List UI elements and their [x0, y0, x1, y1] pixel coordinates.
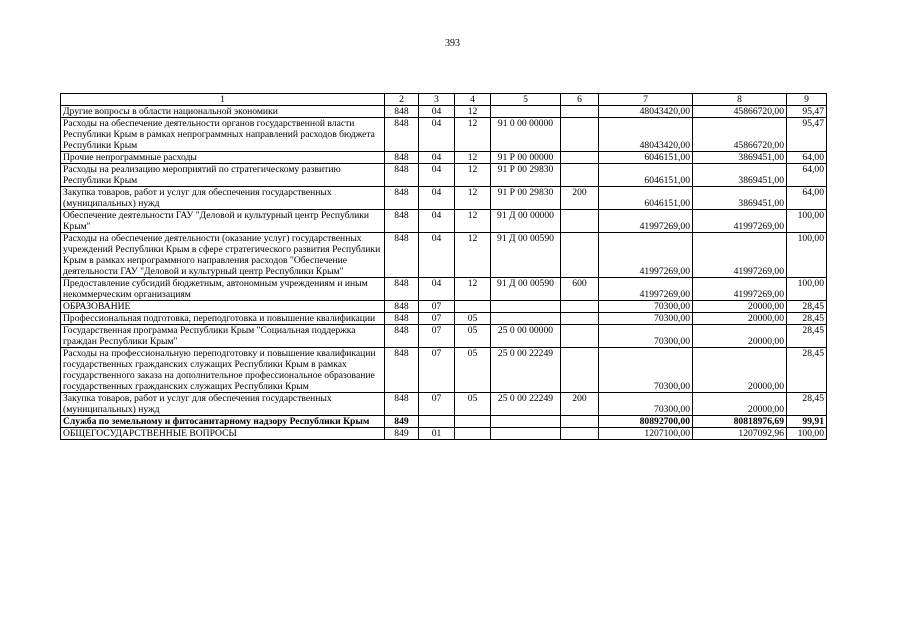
row-amount-planned: 70300,00: [599, 301, 693, 313]
row-code-3: 04: [419, 210, 455, 233]
row-code-2: 848: [385, 152, 419, 164]
row-amount-executed: 1207092,96: [693, 428, 787, 440]
row-name: Закупка товаров, работ и услуг для обеспечения государственных (муниципальных) нужд: [61, 187, 385, 210]
row-amount-planned: 80892700,00: [599, 416, 693, 428]
table-row: [61, 428, 827, 440]
row-code-3: 07: [419, 393, 455, 416]
row-percent: 64,00: [787, 164, 827, 187]
row-amount-executed: 3869451,00: [693, 164, 787, 187]
header-cell: 3: [419, 94, 455, 106]
budget-table: [60, 93, 827, 440]
row-code-6: [561, 152, 599, 164]
table-row: [61, 393, 827, 416]
row-code-5: 25 0 00 00000: [491, 325, 561, 348]
row-code-5: [491, 106, 561, 118]
row-amount-executed: 45866720,00: [693, 106, 787, 118]
row-code-4: 12: [455, 278, 491, 301]
row-code-2: 848: [385, 106, 419, 118]
row-name: Профессиональная подготовка, переподготовка и повышение квалификации: [61, 313, 385, 325]
table-row: [61, 187, 827, 210]
row-code-3: 07: [419, 325, 455, 348]
table-row: [61, 233, 827, 278]
row-code-6: 200: [561, 187, 599, 210]
row-code-6: 200: [561, 393, 599, 416]
row-amount-planned: 6046151,00: [599, 164, 693, 187]
row-percent: 64,00: [787, 187, 827, 210]
header-cell: 8: [693, 94, 787, 106]
page-number: 393: [445, 38, 460, 49]
row-code-6: 600: [561, 278, 599, 301]
row-code-3: 04: [419, 118, 455, 152]
row-code-3: 07: [419, 301, 455, 313]
row-code-4: 12: [455, 233, 491, 278]
header-cell: 1: [61, 94, 385, 106]
row-code-5: 91 Д 00 00590: [491, 278, 561, 301]
table-row: [61, 325, 827, 348]
table-row: [61, 278, 827, 301]
row-code-6: [561, 164, 599, 187]
row-code-2: 849: [385, 416, 419, 428]
row-amount-planned: 41997269,00: [599, 233, 693, 278]
row-code-5: 91 0 00 00000: [491, 118, 561, 152]
row-code-6: [561, 428, 599, 440]
table-row: [61, 118, 827, 152]
row-percent: 28,45: [787, 325, 827, 348]
row-percent: 28,45: [787, 348, 827, 393]
row-code-3: 01: [419, 428, 455, 440]
row-code-6: [561, 348, 599, 393]
row-amount-planned: 48043420,00: [599, 118, 693, 152]
row-code-6: [561, 210, 599, 233]
row-code-6: [561, 106, 599, 118]
row-amount-executed: 3869451,00: [693, 187, 787, 210]
row-code-2: 848: [385, 118, 419, 152]
row-amount-planned: 41997269,00: [599, 278, 693, 301]
row-amount-executed: 80818976,69: [693, 416, 787, 428]
header-row: [61, 94, 827, 106]
header-cell: 9: [787, 94, 827, 106]
row-code-5: 91 Р 00 29830: [491, 187, 561, 210]
row-code-2: 848: [385, 348, 419, 393]
row-percent: 28,45: [787, 301, 827, 313]
row-code-3: 04: [419, 187, 455, 210]
row-amount-executed: 45866720,00: [693, 118, 787, 152]
row-amount-planned: 1207100,00: [599, 428, 693, 440]
row-code-4: 05: [455, 325, 491, 348]
table-row: [61, 416, 827, 428]
row-code-3: 04: [419, 278, 455, 301]
row-code-5: 91 Р 00 00000: [491, 152, 561, 164]
row-code-5: [491, 301, 561, 313]
row-percent: 100,00: [787, 428, 827, 440]
row-code-4: [455, 428, 491, 440]
row-code-5: 91 Р 00 29830: [491, 164, 561, 187]
row-code-2: 848: [385, 325, 419, 348]
table-row: [61, 301, 827, 313]
row-code-2: 848: [385, 313, 419, 325]
row-percent: 28,45: [787, 393, 827, 416]
row-name: Государственная программа Республики Крым "Социальная поддержка граждан Республики Крым": [61, 325, 385, 348]
row-code-2: 848: [385, 278, 419, 301]
row-code-2: 848: [385, 233, 419, 278]
row-percent: 28,45: [787, 313, 827, 325]
row-amount-executed: 20000,00: [693, 393, 787, 416]
row-percent: 95,47: [787, 118, 827, 152]
row-name: ОБЩЕГОСУДАРСТВЕННЫЕ ВОПРОСЫ: [61, 428, 385, 440]
row-code-5: 91 Д 00 00590: [491, 233, 561, 278]
row-amount-planned: 6046151,00: [599, 152, 693, 164]
row-name: Закупка товаров, работ и услуг для обеспечения государственных (муниципальных) нужд: [61, 393, 385, 416]
row-amount-planned: 70300,00: [599, 348, 693, 393]
row-code-4: 12: [455, 152, 491, 164]
row-name: Другие вопросы в области национальной экономики: [61, 106, 385, 118]
row-amount-executed: 41997269,00: [693, 233, 787, 278]
row-name: Предоставление субсидий бюджетным, автономным учреждениям и иным некоммерческим организациям: [61, 278, 385, 301]
row-name: Расходы на профессиональную переподготовку и повышение квалификации государственных гражданских служащих Республики Крым в рамках государственного заказа на дополнительное профессиональное образование государственных гражданских служащих Республики Крым: [61, 348, 385, 393]
row-code-3: [419, 416, 455, 428]
row-code-4: [455, 301, 491, 313]
header-cell: 5: [491, 94, 561, 106]
row-code-2: 848: [385, 164, 419, 187]
row-amount-planned: 70300,00: [599, 393, 693, 416]
row-code-4: [455, 416, 491, 428]
row-name: Расходы на обеспечение деятельности органов государственной власти Республики Крым в рамках непрограммных направлений расходов бюджета Республики Крым: [61, 118, 385, 152]
row-code-2: 848: [385, 393, 419, 416]
header-cell: 7: [599, 94, 693, 106]
row-code-4: 05: [455, 313, 491, 325]
row-amount-planned: 70300,00: [599, 325, 693, 348]
row-code-4: 12: [455, 164, 491, 187]
row-amount-executed: 41997269,00: [693, 210, 787, 233]
row-code-2: 848: [385, 210, 419, 233]
row-code-4: 12: [455, 187, 491, 210]
row-code-6: [561, 416, 599, 428]
table-row: [61, 164, 827, 187]
table-row: [61, 210, 827, 233]
row-code-5: [491, 313, 561, 325]
row-code-4: 05: [455, 348, 491, 393]
row-code-6: [561, 313, 599, 325]
row-code-5: [491, 416, 561, 428]
row-code-5: 91 Д 00 00000: [491, 210, 561, 233]
row-amount-planned: 48043420,00: [599, 106, 693, 118]
row-percent: 100,00: [787, 210, 827, 233]
row-name: Служба по земельному и фитосанитарному надзору Республики Крым: [61, 416, 385, 428]
row-name: Обеспечение деятельности ГАУ "Деловой и культурный центр Республики Крым": [61, 210, 385, 233]
row-code-4: 12: [455, 118, 491, 152]
row-code-6: [561, 118, 599, 152]
row-code-3: 04: [419, 233, 455, 278]
row-code-3: 04: [419, 164, 455, 187]
row-amount-executed: 20000,00: [693, 325, 787, 348]
row-name: Расходы на реализацию мероприятий по стратегическому развитию Республики Крым: [61, 164, 385, 187]
row-code-3: 07: [419, 348, 455, 393]
row-code-6: [561, 301, 599, 313]
row-code-6: [561, 325, 599, 348]
row-code-5: 25 0 00 22249: [491, 393, 561, 416]
row-amount-executed: 20000,00: [693, 348, 787, 393]
row-amount-executed: 20000,00: [693, 313, 787, 325]
row-amount-executed: 20000,00: [693, 301, 787, 313]
row-code-3: 07: [419, 313, 455, 325]
header-cell: 6: [561, 94, 599, 106]
header-cell: 2: [385, 94, 419, 106]
row-code-3: 04: [419, 106, 455, 118]
row-percent: 100,00: [787, 278, 827, 301]
table-row: [61, 106, 827, 118]
row-percent: 99,91: [787, 416, 827, 428]
row-code-5: 25 0 00 22249: [491, 348, 561, 393]
table-row: [61, 152, 827, 164]
row-code-4: 12: [455, 210, 491, 233]
row-code-5: [491, 428, 561, 440]
row-percent: 64,00: [787, 152, 827, 164]
header-cell: 4: [455, 94, 491, 106]
row-code-4: 05: [455, 393, 491, 416]
row-percent: 95,47: [787, 106, 827, 118]
row-amount-planned: 41997269,00: [599, 210, 693, 233]
row-code-2: 849: [385, 428, 419, 440]
row-code-2: 848: [385, 187, 419, 210]
row-amount-planned: 70300,00: [599, 313, 693, 325]
row-code-3: 04: [419, 152, 455, 164]
row-amount-planned: 6046151,00: [599, 187, 693, 210]
row-code-2: 848: [385, 301, 419, 313]
row-name: Расходы на обеспечение деятельности (оказание услуг) государственных учреждений Республики Крым в сфере стратегического развития Республики Крым в рамках непрограммного направления расходов "Обеспечение деятельности ГАУ "Деловой и культурный центр Республики Крым": [61, 233, 385, 278]
table-row: [61, 313, 827, 325]
row-name: Прочие непрограммные расходы: [61, 152, 385, 164]
table-row: [61, 348, 827, 393]
row-amount-executed: 3869451,00: [693, 152, 787, 164]
row-code-4: 12: [455, 106, 491, 118]
row-name: ОБРАЗОВАНИЕ: [61, 301, 385, 313]
row-code-6: [561, 233, 599, 278]
row-percent: 100,00: [787, 233, 827, 278]
row-amount-executed: 41997269,00: [693, 278, 787, 301]
